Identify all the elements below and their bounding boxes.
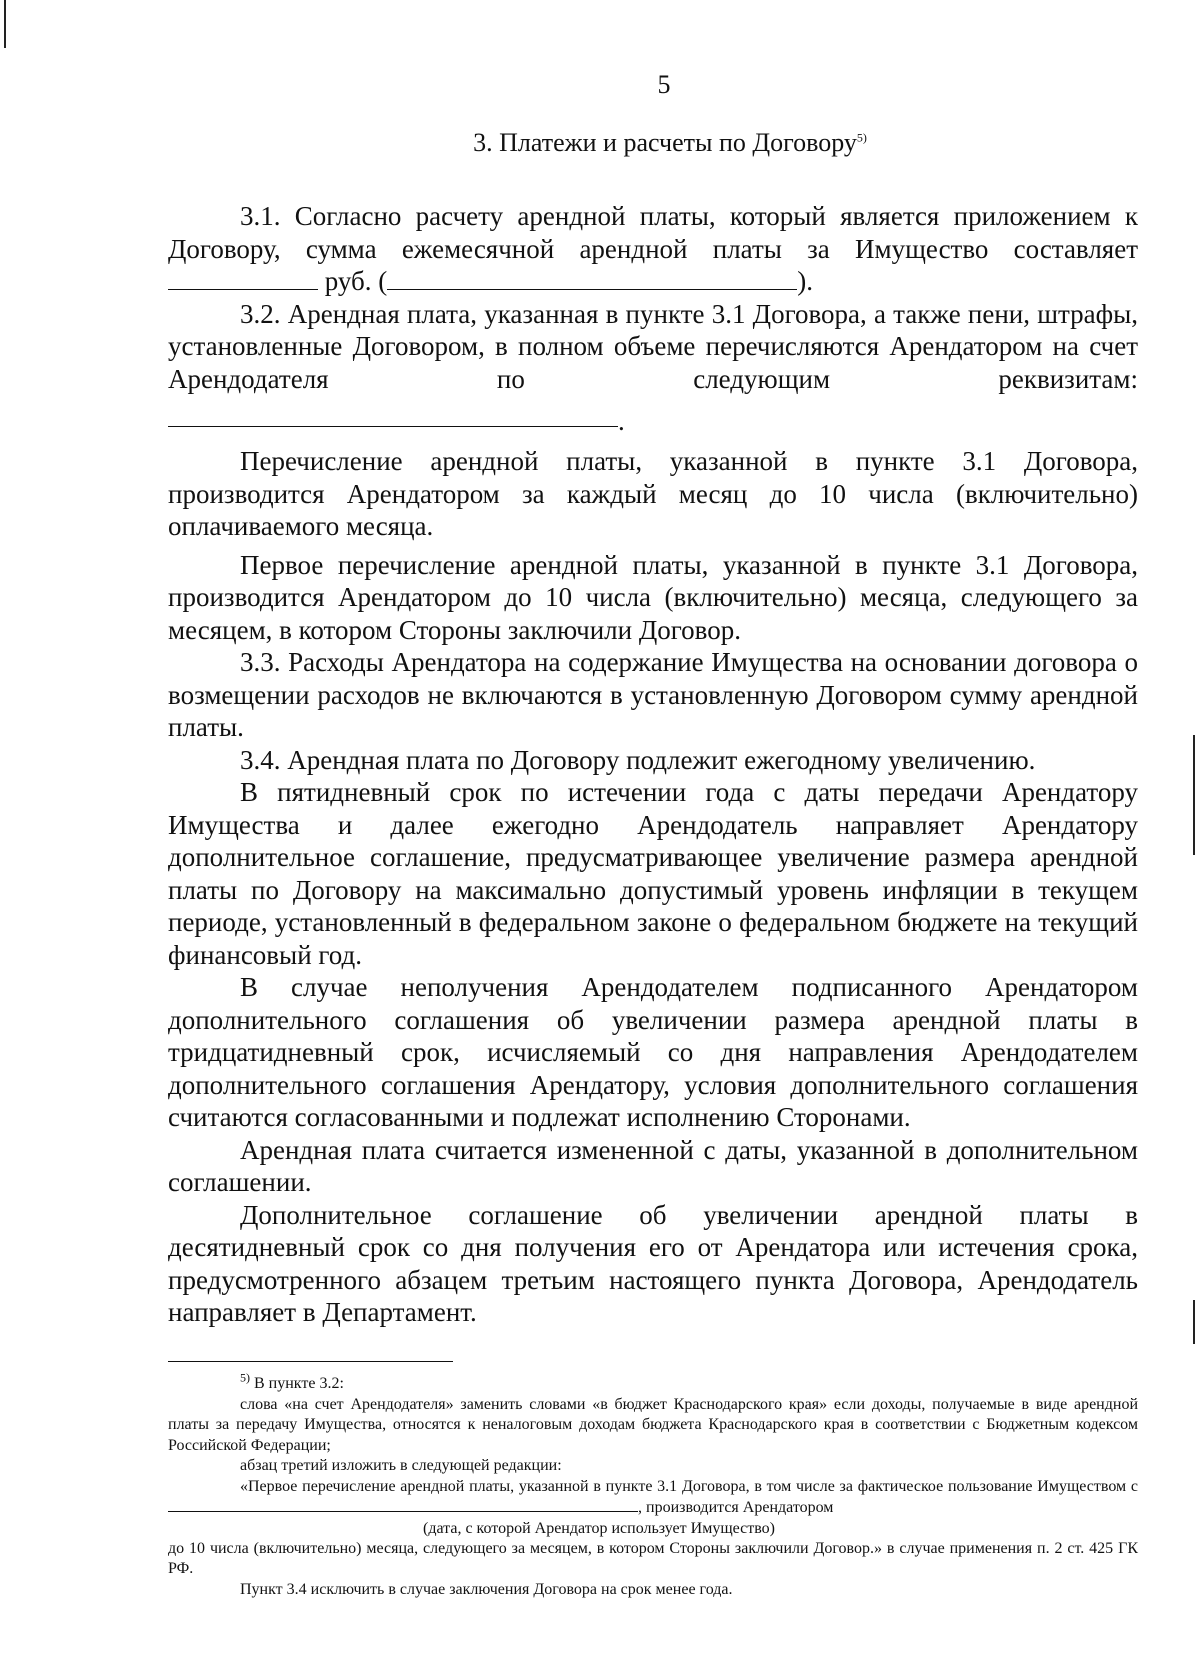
paragraph-3-4-b: В случае неполучения Арендодателем подписанного Арендатором дополнительного соглашения об увеличении размера арендной платы в тридцатидневный срок, исчисляемый со дня направления Арендодателем дополнительного соглашения Арендатору, условия дополнительного соглашения считаются согласованными и подлежат исполнению Сторонами. (168, 972, 1138, 1132)
page-number: 5 (657, 70, 671, 99)
scan-margin-line-right-2 (1193, 1300, 1195, 1344)
paragraph-3-1-text: 3.1. Согласно расчету арендной платы, который является приложением к Договору, сумма ежемесячной арендной платы за Имущество составляет (168, 201, 1138, 264)
rub-label: руб. ( (324, 266, 388, 296)
footnotes (168, 1370, 1138, 1600)
usage-date-caption: (дата, с которой Арендатор использует Имущество) (423, 1519, 775, 1537)
requisites-end: . (618, 406, 625, 436)
footnote-item-3 (168, 1477, 1138, 1519)
section-title (202, 126, 1138, 160)
document-page (168, 68, 1138, 1600)
paragraph-3-4-a: В пятидневный срок по истечении года с даты передачи Арендатору Имущества и далее ежегодно Арендодатель направляет Арендатору дополнительное соглашение, предусматривающее увеличение размера арендной платы по Договору на максимально допустимый уровень инфляции в текущем периоде, установленный в федеральном законе о федеральном бюджете на текущий финансовый год. (168, 777, 1138, 970)
paragraph-3-2-text: 3.2. Арендная плата, указанная в пункте 3.1 Договора, а также пени, штрафы, установленные Договором, в полном объеме перечисляются Арендатором на счет Арендодателя по следующим реквизитам: (168, 298, 1138, 394)
footnote-title-text: В пункте 3.2: (254, 1375, 344, 1392)
paragraph-3-4: 3.4. Арендная плата по Договору подлежит ежегодному увеличению. (240, 744, 1036, 775)
paragraph-3-4-c: Арендная плата считается измененной с даты, указанной в дополнительном соглашении. (168, 1134, 1138, 1197)
paragraph-3-2 (168, 298, 1138, 396)
requisites-blank-row (168, 395, 1138, 435)
usage-date-blank (168, 1497, 638, 1512)
footnote-ref: 5) (240, 1370, 250, 1385)
footnote-title (168, 1370, 1138, 1395)
footnote-item-3-tail: , производится Арендатором (638, 1499, 834, 1516)
footnote-item-4: до 10 числа (включительно) месяца, следующего за месяцем, в котором Стороны заключили Договор.» в случае применения п. 2 ст. 425 ГК РФ. (168, 1539, 1138, 1577)
section-title-text: 3. Платежи и расчеты по Договору (473, 128, 857, 157)
paragraph-transfer: Перечисление арендной платы, указанной в пункте 3.1 Договора, производится Арендатором за каждый месяц до 10 числа (включительно) оплачиваемого месяца. (168, 446, 1138, 541)
scan-margin-line-right (1193, 735, 1195, 855)
rent-amount-blank (168, 265, 318, 290)
footnote-item-5: Пункт 3.4 исключить в случае заключения Договора на срок менее года. (240, 1580, 733, 1598)
footnote-item-2: абзац третий изложить в следующей редакции: (240, 1457, 562, 1474)
scan-margin-line-left (4, 0, 6, 48)
paragraph-3-1-end: ). (797, 266, 814, 296)
paragraph-first-transfer: Первое перечисление арендной платы, указанной в пункте 3.1 Договора, производится Арендатором до 10 числа (включительно) месяца, следующего за месяцем, в котором Стороны заключили Договор. (168, 549, 1138, 645)
paragraph-3-3: 3.3. Расходы Арендатора на содержание Имущества на основании договора о возмещении расходов не включаются в установленную Договором сумму арендной платы. (168, 647, 1138, 742)
footnote-separator (168, 1361, 453, 1363)
rent-amount-words-blank (387, 265, 797, 290)
paragraph-3-1 (168, 200, 1138, 298)
document-body (168, 200, 1138, 1329)
section-footnote-ref: 5) (856, 130, 867, 145)
requisites-blank (168, 426, 618, 428)
footnote-item-1: слова «на счет Арендодателя» заменить словами «в бюджет Краснодарского края» если доходы, получаемые в виде арендной платы за передачу Имущества, относятся к неналоговым доходам бюджета Краснодарского края в соответствии с Бюджетным кодексом Российской Федерации; (168, 1395, 1138, 1454)
paragraph-3-4-d: Дополнительное соглашение об увеличении арендной платы в десятидневный срок со дня получения его от Арендатора или истечения срока, предусмотренного абзацем третьим настоящего пункта Договора, Арендодатель направляет в Департамент. (168, 1199, 1138, 1327)
footnote-item-3-text: «Первое перечисление арендной платы, указанной в пункте 3.1 Договора, в том числе за фактическое пользование Имуществом с (240, 1477, 1138, 1495)
